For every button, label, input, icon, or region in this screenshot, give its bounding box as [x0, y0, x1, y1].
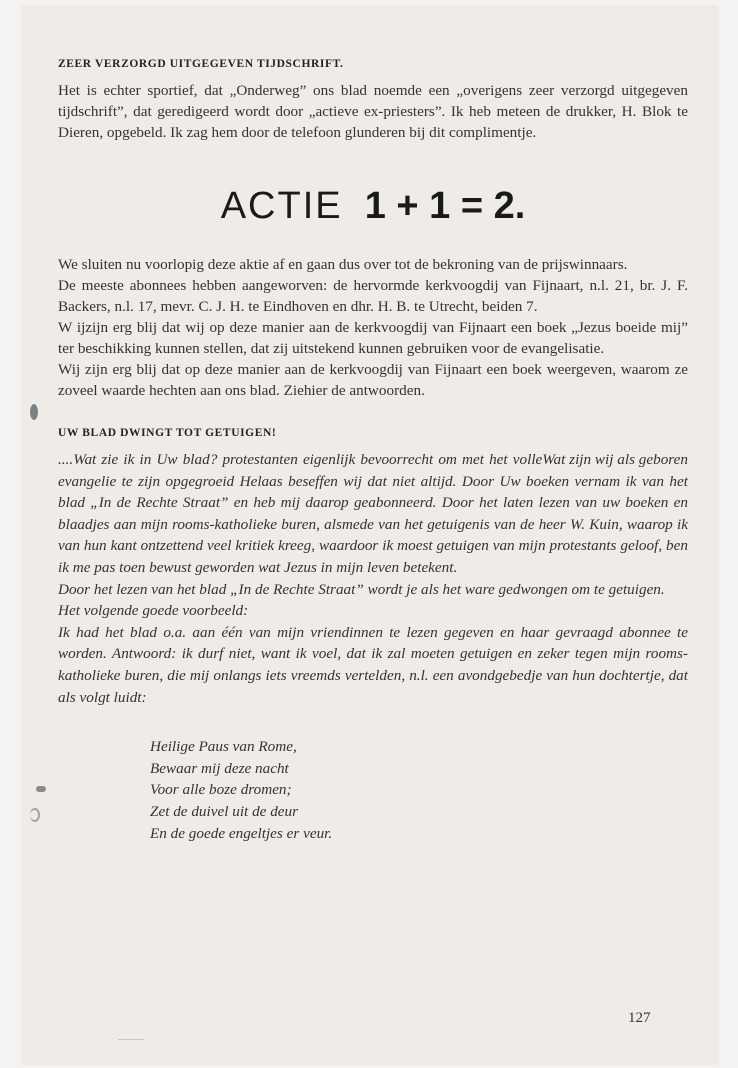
- quote-first-left: ....Wat zie ik in Uw blad?: [58, 451, 218, 468]
- actie-equation: 1 + 1 = 2.: [364, 185, 526, 227]
- scan-smudge: [118, 1039, 144, 1040]
- paragraph-tijdschrift: Het is echter sportief, dat „Onderweg” ons blad noemde een „overigens zeer verzorgd uitgegeven tijdschrift”, dat geredigeerd wordt door „actieve ex-priesters”. Ik heb meteen de drukker, H. Blok te Dieren, opgebeld. Ik zag hem door de telefoon glunderen bij dit complimentje.: [58, 82, 688, 141]
- page-number: 127: [628, 1010, 651, 1026]
- poem-line: Voor alle boze dromen;: [150, 781, 292, 799]
- quote-paragraph-1: [58, 449, 688, 579]
- poem-line: Heilige Paus van Rome,: [150, 738, 297, 756]
- scan-mark: [36, 786, 46, 792]
- section-heading-tijdschrift: ZEER VERZORGD UITGEGEVEN TIJDSCHRIFT.: [58, 58, 344, 70]
- actie-title: [58, 183, 688, 228]
- poem-line: Bewaar mij deze nacht: [150, 759, 289, 777]
- paragraph-prijswinnaars: We sluiten nu voorlopig deze aktie af en gaan dus over tot de bekroning van de prijswinnaars.: [58, 256, 628, 273]
- poem-line: Zet de duivel uit de deur: [150, 802, 299, 820]
- paragraph-abonnees: De meeste abonnees hebben aangeworven: de hervormde kerkvoogdij van Fijnaart, n.l. 21, br. J. F. Backers, n.l. 17, mevr. C. J. H. te Eindhoven en dhr. H. B. te Utrecht, beiden 7.: [58, 277, 688, 315]
- actie-word: ACTIE: [220, 185, 343, 227]
- scan-mark: [30, 808, 40, 822]
- page-sheet: [22, 6, 718, 1064]
- quote-first-right: Wat zijn wij als geboren: [542, 451, 688, 468]
- quote-paragraph-4: Ik had het blad o.a. aan één van mijn vriendinnen te lezen gegeven en haar gevraagd abonnee te worden. Antwoord: ik durf niet, want ik voel, dat ik zal moeten getuigen en zeker tegen mijn rooms-katholieke buren, die mij onlangs iets vreemds vertelden, n.l. een avondgebedje van hun dochtertje, dat als volgt luidt:: [58, 623, 688, 706]
- scan-mark: [30, 404, 38, 420]
- poem-line: En de goede engeltjes er veur.: [150, 824, 333, 842]
- section-heading-getuigen: UW BLAD DWINGT TOT GETUIGEN!: [58, 427, 277, 439]
- quote-paragraph-2: Door het lezen van het blad „In de Rechte Straat” wordt je als het ware gedwongen om te getuigen.: [58, 580, 665, 598]
- poem: [150, 736, 688, 844]
- quote-first-rest: protestanten eigenlijk bevoorrecht om met het volle evangelie te zijn opgegroeid Helaas beseffen wij dat niet altijd. Door Uw boeken vernam ik van het blad „In de Rechte Straat” en heb mij daarop geabonneerd. Door het laten lezen van uw boeken en blaadjes aan mijn rooms-katholieke buren, alsmede van het getuigenis van de heer W. Kuin, waarop ik van hun kant ontzettend veel kritiek kreeg, waardoor ik moest getuigen van mijn protestants geloof, ben ik me pas toen bewust geworden wat Jezus in mijn leven betekent.: [58, 451, 688, 576]
- page-content: [58, 58, 688, 844]
- paragraph-boek: W ijzijn erg blij dat wij op deze manier aan de kerkvoogdij van Fijnaart een boek „Jezus boeide mij” ter beschikking kunnen stellen, dat zij uitstekend kunnen gebruiken voor de evangelisatie.: [58, 319, 688, 357]
- paragraph-antwoorden: Wij zijn erg blij dat op deze manier aan de kerkvoogdij van Fijnaart een boek weergeven, waarom ze zoveel waarde hechten aan ons blad. Ziehier de antwoorden.: [58, 361, 688, 399]
- quote-paragraph-3: Het volgende goede voorbeeld:: [58, 602, 249, 620]
